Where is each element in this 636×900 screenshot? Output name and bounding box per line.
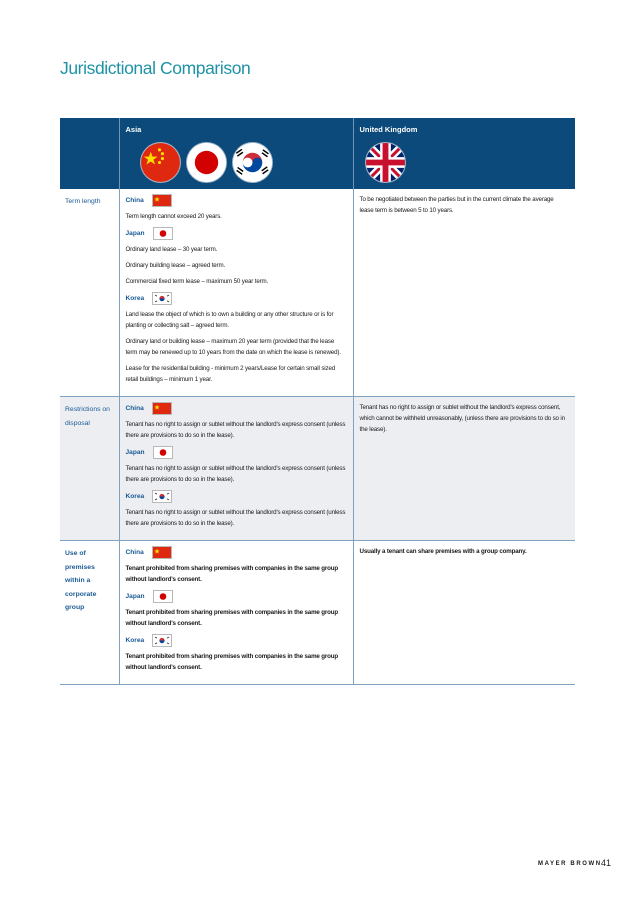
uk-disposal-text: Tenant has no right to assign or sublet without the landlord's express consent, which cannot be withheld unreasonably, (unless there are provisions to do so in the lease). [359,404,565,433]
uk-flags [354,134,576,182]
korea-flag-icon [233,143,272,182]
japan-term-text-2: Ordinary building lease – agreed term. [125,262,226,269]
header-uk-label: United Kingdom [359,125,418,134]
china-flag-icon [152,402,172,415]
page-title: Jurisdictional Comparison [60,58,251,78]
japan-flag-icon [153,590,173,603]
japan-disposal-text: Tenant has no right to assign or sublet without the landlord's express consent (unless there are provisions to do so in the lease). [125,465,346,483]
row-label-term-length: Term length [65,198,101,205]
korea-premises-text: Tenant prohibited from sharing premises with companies in the same group without landlord's consent. [125,653,339,671]
china-term-text: Term length cannot exceed 20 years. [125,213,222,220]
row-term-length [60,189,575,397]
japan-term-text-3: Commercial fixed term lease – maximum 50 year term. [125,278,269,285]
japan-premises-text: Tenant prohibited from sharing premises with companies in the same group without landlord's consent. [125,609,339,627]
china-disposal-text: Tenant has no right to assign or sublet without the landlord's express consent (unless there are provisions to do so in the lease). [125,421,346,439]
china-flag-icon [152,194,172,207]
header-uk-cell [353,118,575,189]
japan-term-text-1: Ordinary land lease – 30 year term. [125,246,218,253]
korea-flag-icon [152,490,172,503]
row-label-restrictions: Restrictions on disposal [65,406,110,427]
country-china: China [126,402,347,414]
country-china: China [126,546,347,558]
country-korea: Korea [126,292,347,304]
korea-term-text-1: Land lease the object of which is to own a building or any other structure or is for planting or collecting salt – agreed term. [125,311,334,329]
page-number: 41 [601,858,612,868]
uk-term-text: To be negotiated between the parties but in the current climate the average lease term is between 5 to 10 years. [359,196,554,214]
footer-brand: MAYER BROWN [538,861,602,867]
china-flag-icon [141,143,180,182]
header-empty-cell [60,118,119,189]
header-asia-cell [119,118,353,189]
country-japan: Japan [126,227,347,239]
korea-flag-icon [152,634,172,647]
asia-flags [120,134,353,182]
country-china: China [126,194,347,206]
japan-flag-icon [187,143,226,182]
japan-flag-icon [153,227,173,240]
korea-disposal-text: Tenant has no right to assign or sublet without the landlord's express consent (unless there are provisions to do so in the lease). [125,509,346,527]
china-premises-text: Tenant prohibited from sharing premises with companies in the same group without landlord's consent. [125,565,339,583]
country-japan: Japan [126,590,347,602]
comparison-table [60,118,575,685]
korea-flag-icon [152,292,172,305]
row-use-of-premises [60,541,575,685]
country-japan: Japan [126,446,347,458]
japan-flag-icon [153,446,173,459]
country-korea: Korea [126,490,347,502]
uk-flag-icon [366,143,405,182]
uk-premises-text: Usually a tenant can share premises with a group company. [359,548,527,555]
row-restrictions-disposal [60,397,575,541]
row-label-use-of-premises: Use of premises within a corporate group [65,550,97,611]
china-flag-icon [152,546,172,559]
header-asia-label: Asia [125,125,142,134]
table-header-row [60,118,575,189]
korea-term-text-2: Ordinary land or building lease – maximum 20 year term (provided that the lease term may be renewed up to 10 years from the date on which the lease is renewed). [125,338,341,356]
korea-term-text-3: Lease for the residential building - minimum 2 years/Lease for certain small sized retail buildings – minimum 1 year. [125,365,336,383]
country-korea: Korea [126,634,347,646]
